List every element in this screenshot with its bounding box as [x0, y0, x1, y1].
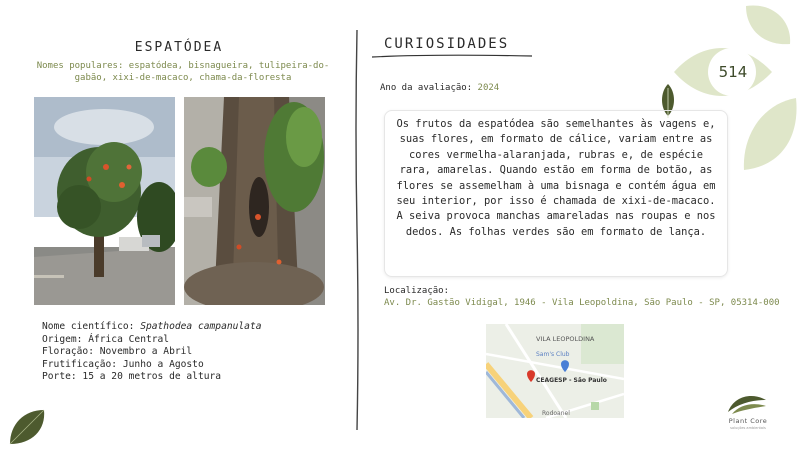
size-row: Porte: 15 a 20 metros de altura	[42, 371, 222, 383]
curiosities-title: CURIOSIDADES	[384, 36, 510, 52]
map-place1-label: Sam's Club	[536, 351, 570, 358]
fruiting-row: Frutificação: Junho a Agosto	[42, 358, 204, 370]
evaluation-year	[380, 83, 499, 93]
map-district-label: VILA LEOPOLDINA	[536, 335, 595, 343]
tree-photo	[34, 97, 175, 305]
evaluation-year-value: 2024	[477, 83, 500, 93]
trunk-photo	[184, 97, 325, 305]
column-divider	[353, 30, 361, 430]
curiosities-text: Os frutos da espatódea são semelhantes às vagens e, suas flores, em formato de cálice, variam entre as cores vermelha-alaranjada, rubras e, de espécie rara, amarelas. Quando estão em forma de botão, as flores se assemelham à uma bisnaga e contém água em seu interior, por isso é chamada de xixi-de-macaco. A seiva provoca manchas amareladas nas roupas e nos dedos. As folhas verdes são em formato de lança.	[384, 110, 728, 277]
map-road-label: Rodoanel	[542, 410, 570, 417]
evaluation-label: Ano da avaliação:	[380, 83, 478, 93]
location-map[interactable]	[486, 324, 624, 418]
scientific-name-row	[42, 321, 262, 334]
origin-row: Origem: África Central	[42, 333, 170, 345]
title-underline	[372, 52, 532, 60]
brand-name: Plant Core	[728, 417, 768, 425]
map-place2-label: CEAGESP - São Paulo	[536, 377, 607, 384]
brand-logo-icon	[726, 392, 768, 416]
location-address[interactable]: Av. Dr. Gastão Vidigal, 1946 - Vila Leopoldina, São Paulo - SP, 05314-000	[384, 298, 780, 308]
location-label: Localização:	[384, 286, 450, 296]
leaf-bottom-left-icon	[8, 408, 46, 446]
plant-title: ESPATÓDEA	[134, 40, 224, 55]
brand-tagline: soluções ambientais	[730, 426, 766, 430]
leaf-right-icon	[742, 96, 800, 172]
flowering-row: Floração: Novembro a Abril	[42, 346, 193, 358]
leaf-top-right-icon	[742, 2, 794, 48]
scientific-name-label: Nome científico:	[42, 321, 141, 332]
scientific-name-value: Spathodea campanulata	[140, 321, 262, 332]
popular-names: Nomes populares: espatódea, bisnagueira, tulipeira-do-gabão, xixi-de-macaco, chama-da-floresta	[36, 61, 330, 83]
plant-facts	[42, 321, 262, 384]
badge-number: 514	[718, 63, 748, 81]
